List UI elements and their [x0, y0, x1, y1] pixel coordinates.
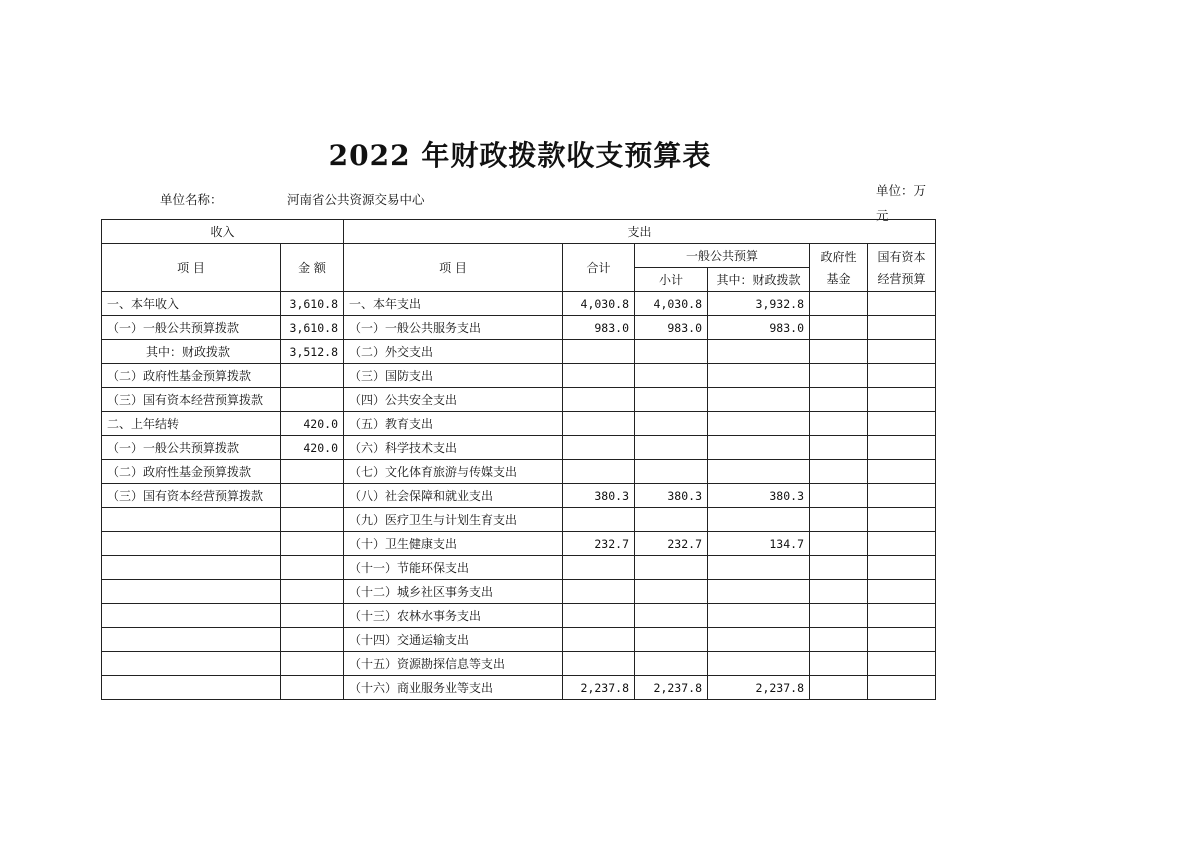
state-capital-cell [868, 388, 936, 412]
expense-item-cell: （十五）资源勘探信息等支出 [344, 652, 563, 676]
fiscal-cell [708, 364, 810, 388]
income-amount-cell [281, 460, 344, 484]
total-cell: 232.7 [563, 532, 635, 556]
page-title: 2022 年财政拨款收支预算表 [328, 139, 712, 172]
expense-item-cell: （八）社会保障和就业支出 [344, 484, 563, 508]
income-item-cell: （一）一般公共预算拨款 [102, 316, 281, 340]
state-capital-cell [868, 604, 936, 628]
expense-item-cell: （十三）农林水事务支出 [344, 604, 563, 628]
general-budget-header: 一般公共预算 [635, 244, 810, 268]
total-cell [563, 628, 635, 652]
income-amount-cell [281, 652, 344, 676]
table-row [102, 652, 936, 676]
subtotal-cell [635, 340, 708, 364]
gov-fund-cell [810, 652, 868, 676]
fiscal-header: 其中：财政拨款 [708, 268, 810, 292]
expense-item-cell: （十二）城乡社区事务支出 [344, 580, 563, 604]
state-capital-cell [868, 484, 936, 508]
budget-table [101, 219, 936, 700]
total-cell [563, 364, 635, 388]
gov-fund-cell [810, 316, 868, 340]
income-item-cell: （三）国有资本经营预算拨款 [102, 484, 281, 508]
table-row [102, 436, 936, 460]
fiscal-cell [708, 388, 810, 412]
gov-fund-cell [810, 340, 868, 364]
total-cell [563, 580, 635, 604]
fiscal-cell [708, 508, 810, 532]
subtotal-cell [635, 580, 708, 604]
subtotal-cell: 983.0 [635, 316, 708, 340]
gov-fund-cell [810, 412, 868, 436]
gov-fund-cell [810, 508, 868, 532]
subtotal-header: 小计 [635, 268, 708, 292]
fiscal-cell [708, 412, 810, 436]
expense-item-cell: （七）文化体育旅游与传媒支出 [344, 460, 563, 484]
total-cell [563, 412, 635, 436]
income-item-cell [102, 604, 281, 628]
total-cell [563, 340, 635, 364]
income-amount-cell [281, 508, 344, 532]
expense-item-cell: （十六）商业服务业等支出 [344, 676, 563, 700]
gov-fund-cell [810, 460, 868, 484]
subtotal-cell [635, 652, 708, 676]
expense-header: 支出 [344, 220, 936, 244]
total-cell [563, 460, 635, 484]
expense-item-cell: （四）公共安全支出 [344, 388, 563, 412]
income-item-cell: 一、本年收入 [102, 292, 281, 316]
table-row [102, 292, 936, 316]
total-cell: 380.3 [563, 484, 635, 508]
subtotal-cell [635, 628, 708, 652]
table-row [102, 604, 936, 628]
fiscal-cell: 380.3 [708, 484, 810, 508]
gov-fund-cell [810, 292, 868, 316]
expense-item-cell: （六）科学技术支出 [344, 436, 563, 460]
gov-fund-cell [810, 556, 868, 580]
income-item-cell [102, 532, 281, 556]
fiscal-cell: 2,237.8 [708, 676, 810, 700]
income-item-cell: （二）政府性基金预算拨款 [102, 364, 281, 388]
gov-fund-cell [810, 436, 868, 460]
income-amount-cell [281, 388, 344, 412]
income-item-cell [102, 628, 281, 652]
expense-item-cell: （二）外交支出 [344, 340, 563, 364]
gov-fund-cell [810, 604, 868, 628]
state-capital-header: 国有资本经营预算 [868, 244, 936, 292]
income-amount-cell [281, 676, 344, 700]
table-row [102, 532, 936, 556]
expense-item-cell: （十）卫生健康支出 [344, 532, 563, 556]
income-item-cell [102, 676, 281, 700]
state-capital-cell [868, 460, 936, 484]
income-amount-header: 金 额 [281, 244, 344, 292]
income-item-cell: 其中：财政拨款 [102, 340, 281, 364]
expense-item-header: 项 目 [344, 244, 563, 292]
table-row [102, 580, 936, 604]
expense-item-cell: （九）医疗卫生与计划生育支出 [344, 508, 563, 532]
income-amount-cell: 3,610.8 [281, 316, 344, 340]
income-amount-cell: 3,610.8 [281, 292, 344, 316]
state-capital-cell [868, 676, 936, 700]
gov-fund-header: 政府性基金 [810, 244, 868, 292]
table-row [102, 508, 936, 532]
income-amount-cell: 3,512.8 [281, 340, 344, 364]
income-amount-cell [281, 364, 344, 388]
subtotal-cell [635, 508, 708, 532]
income-header: 收入 [102, 220, 344, 244]
income-amount-cell [281, 484, 344, 508]
subtotal-cell [635, 460, 708, 484]
fiscal-cell [708, 556, 810, 580]
fiscal-cell: 3,932.8 [708, 292, 810, 316]
state-capital-cell [868, 532, 936, 556]
subtotal-cell [635, 412, 708, 436]
fiscal-cell [708, 460, 810, 484]
fiscal-cell: 134.7 [708, 532, 810, 556]
income-amount-cell: 420.0 [281, 412, 344, 436]
fiscal-cell [708, 604, 810, 628]
table-row [102, 556, 936, 580]
income-amount-cell [281, 532, 344, 556]
total-cell [563, 436, 635, 460]
state-capital-cell [868, 436, 936, 460]
subtotal-cell: 4,030.8 [635, 292, 708, 316]
state-capital-cell [868, 556, 936, 580]
subtotal-cell [635, 364, 708, 388]
income-item-cell [102, 508, 281, 532]
expense-item-cell: （三）国防支出 [344, 364, 563, 388]
state-capital-cell [868, 412, 936, 436]
total-cell [563, 388, 635, 412]
state-capital-cell [868, 508, 936, 532]
state-capital-cell [868, 364, 936, 388]
expense-item-cell: （五）教育支出 [344, 412, 563, 436]
table-row [102, 340, 936, 364]
fiscal-cell: 983.0 [708, 316, 810, 340]
unit-name-value: 河南省公共资源交易中心 [287, 192, 425, 207]
income-item-cell: （二）政府性基金预算拨款 [102, 460, 281, 484]
subtotal-cell [635, 604, 708, 628]
income-amount-cell [281, 604, 344, 628]
state-capital-cell [868, 652, 936, 676]
table-row [102, 316, 936, 340]
unit-measure: 单位：万元 [876, 183, 927, 223]
gov-fund-cell [810, 580, 868, 604]
fiscal-cell [708, 628, 810, 652]
income-item-cell: 二、上年结转 [102, 412, 281, 436]
gov-fund-cell [810, 628, 868, 652]
income-item-header: 项 目 [102, 244, 281, 292]
unit-name-label: 单位名称： [160, 192, 223, 207]
total-cell [563, 508, 635, 532]
fiscal-cell [708, 340, 810, 364]
subtotal-cell: 232.7 [635, 532, 708, 556]
table-row [102, 628, 936, 652]
income-item-cell: （三）国有资本经营预算拨款 [102, 388, 281, 412]
subtotal-cell [635, 556, 708, 580]
fiscal-cell [708, 436, 810, 460]
total-cell: 4,030.8 [563, 292, 635, 316]
subtotal-cell: 380.3 [635, 484, 708, 508]
gov-fund-cell [810, 388, 868, 412]
fiscal-cell [708, 652, 810, 676]
income-amount-cell: 420.0 [281, 436, 344, 460]
table-row [102, 676, 936, 700]
income-item-cell [102, 580, 281, 604]
income-amount-cell [281, 556, 344, 580]
total-cell: 2,237.8 [563, 676, 635, 700]
income-item-cell [102, 652, 281, 676]
income-item-cell [102, 556, 281, 580]
table-row [102, 484, 936, 508]
table-row [102, 412, 936, 436]
income-amount-cell [281, 628, 344, 652]
gov-fund-cell [810, 364, 868, 388]
table-row [102, 364, 936, 388]
total-cell [563, 652, 635, 676]
state-capital-cell [868, 580, 936, 604]
table-row [102, 460, 936, 484]
fiscal-cell [708, 580, 810, 604]
gov-fund-cell [810, 532, 868, 556]
gov-fund-cell [810, 676, 868, 700]
expense-item-cell: （一）一般公共服务支出 [344, 316, 563, 340]
income-item-cell: （一）一般公共预算拨款 [102, 436, 281, 460]
total-cell [563, 556, 635, 580]
gov-fund-cell [810, 484, 868, 508]
state-capital-cell [868, 628, 936, 652]
subtotal-cell [635, 436, 708, 460]
total-cell: 983.0 [563, 316, 635, 340]
expense-item-cell: （十四）交通运输支出 [344, 628, 563, 652]
income-amount-cell [281, 580, 344, 604]
total-header: 合计 [563, 244, 635, 292]
state-capital-cell [868, 340, 936, 364]
state-capital-cell [868, 316, 936, 340]
expense-item-cell: 一、本年支出 [344, 292, 563, 316]
subtotal-cell [635, 388, 708, 412]
table-row [102, 388, 936, 412]
subtotal-cell: 2,237.8 [635, 676, 708, 700]
total-cell [563, 604, 635, 628]
expense-item-cell: （十一）节能环保支出 [344, 556, 563, 580]
state-capital-cell [868, 292, 936, 316]
